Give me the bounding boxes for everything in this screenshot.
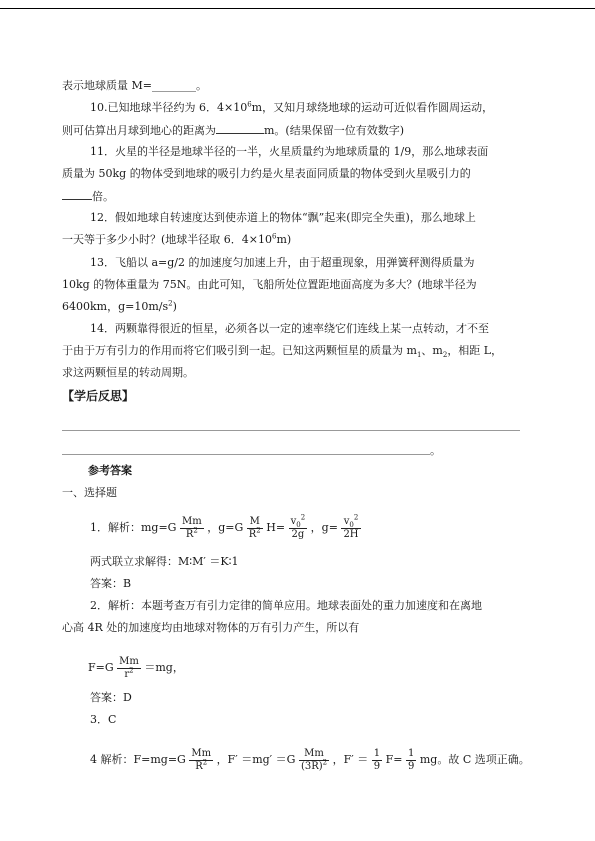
fraction: $\frac{Mm}{R^2}$ [191, 747, 212, 772]
fraction: $\frac{M}{R^2}$ [248, 515, 261, 540]
fraction: $\frac{1}{9}$ [408, 747, 415, 772]
fraction: $\frac{Mm}{(3R)^2}$ [300, 747, 328, 772]
answer-2-line2: 心高 4R 处的加速度均由地球对物体的万有引力产生，所以有 [62, 621, 360, 634]
q11-line2: 质量为 50kg 的物体受到地球的吸引力约是火星表面同质量的物体受到火星吸引力的 [62, 167, 471, 180]
q9-tail: 表示地球质量 M=________。 [62, 79, 207, 92]
answer-4-formula: 4 解析：F=mg=G $\frac{Mm}{R^2}$ ，F′ ＝mg′ ＝G $\frac{Mm}{(3R)^2}$ ，F′ ＝ $\frac{1}{9}$ F= $\frac{1}{9}$ mg。故 C 选项正确。 [90, 747, 530, 772]
answer-blank[interactable] [62, 189, 92, 200]
answer-blank[interactable] [216, 123, 264, 134]
reflection-line-1 [62, 430, 520, 431]
q10-line1: 10.已知地球半径约为 6．$4\times 10^6m$，又知月球绕地球的运动可近似看作圆周运动， [90, 100, 494, 114]
fraction: $\frac{v_0^2}{2g}$ [290, 513, 306, 540]
q13-line2: 10kg 的物体重量为 75N。由此可知，飞船所处位置距地面高度为多大？(地球半径为 [62, 278, 477, 291]
q11-line3: 倍。 [62, 189, 114, 204]
answer-1-line2: 两式联立求解得：M∶M′ ＝K∶1 [90, 555, 239, 568]
q12-line2: 一天等于多少小时？(地球半径取 6．$4\times 10^6m$) [62, 232, 292, 246]
q10-line2: 则可估算出月球到地心的距离为 m。(结果保留一位有效数字) [62, 124, 405, 137]
q13-line3: 6400km，$g=10m/s^2$) [62, 299, 177, 313]
q14-line3: 求这两颗恒星的转动周期。 [62, 366, 194, 379]
answer-2-result: 答案：D [90, 691, 132, 704]
q13-line1: 13．飞船以 a=g/2 的加速度匀加速上升，由于超重现象，用弹簧秤测得质量为 [90, 256, 475, 269]
fraction: $\frac{v_0^2}{2H}$ [343, 513, 359, 540]
page-top-rule [0, 8, 595, 9]
q14-line2: 于由于万有引力的作用而将它们吸引到一起。已知这两颗恒星的质量为 $m_1$、$m_2$，相距 L， [62, 344, 503, 360]
answer-2-formula: F=G $\frac{Mm}{r^2}$ ＝mg， [88, 655, 184, 680]
reflection-line-2 [62, 454, 430, 455]
fraction: $\frac{Mm}{R^2}$ [181, 515, 202, 540]
q11-line1: 11．火星的半径是地球半径的一半，火星质量约为地球质量的 1/9，那么地球表面 [90, 145, 489, 158]
answer-1-result: 答案：B [90, 577, 132, 590]
fraction: $\frac{Mm}{r^2}$ [119, 655, 139, 680]
q14-line1: 14．两颗靠得很近的恒星，必须各以一定的速率绕它们连线上某一点转动，才不至 [90, 322, 489, 335]
reflection-heading: 【学后反思】 [62, 389, 135, 403]
answers-heading: 参考答案 [88, 464, 132, 477]
answer-2-line1: 2．解析：本题考查万有引力定律的简单应用。地球表面处的重力加速度和在离地 [90, 599, 482, 612]
reflection-end: 。 [430, 444, 441, 457]
answer-3: 3．C [90, 713, 117, 726]
section-choice: 一、选择题 [62, 486, 117, 499]
q12-line1: 12．假如地球自转速度达到使赤道上的物体“飘”起来(即完全失重)，那么地球上 [90, 211, 476, 224]
fraction: $\frac{1}{9}$ [373, 747, 381, 772]
answer-1-formula: 1．解析：mg=G $\frac{Mm}{R^2}$ ，g=G $\frac{M}{R^2}$ H= $\frac{v_0^2}{2g}$ ，g= $\frac{v_0^2}{2H}$ [90, 513, 359, 540]
